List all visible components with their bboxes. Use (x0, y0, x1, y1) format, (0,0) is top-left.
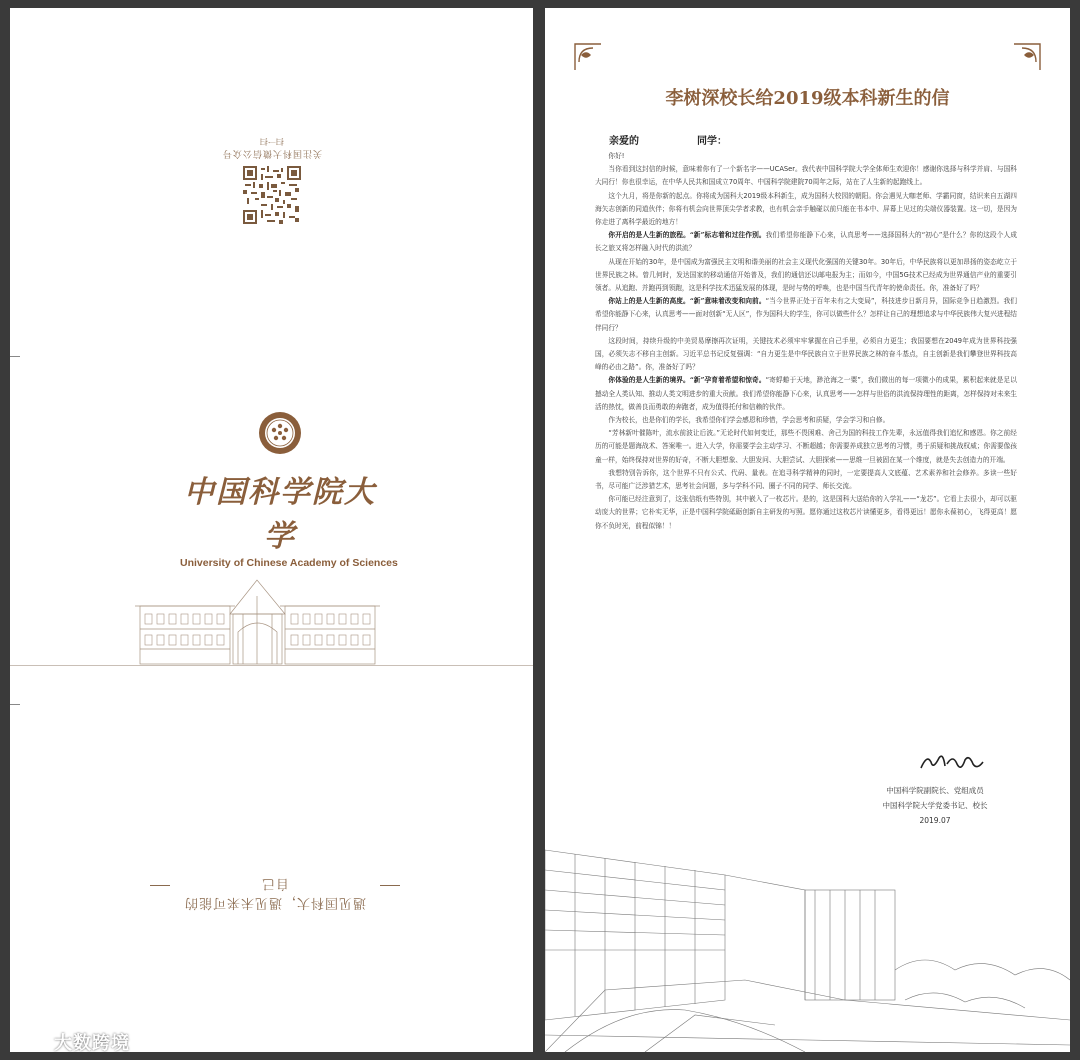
salutation (609, 132, 727, 147)
letter-paragraph: 你开启的是人生新的旅程。“新”标志着和过往作别。我们希望你能静下心来，认真思考——选择国科大的“初心”是什么？你的这段个人成长之旅又将怎样融入时代的洪流？ (595, 231, 1017, 253)
campus-building-illustration (545, 820, 1070, 1052)
university-seal-icon (258, 411, 302, 455)
motto-dash (150, 885, 170, 886)
letter-paragraph: 这段时间，持续升级的中美贸易摩擦再次证明，关键技术必须牢牢掌握在自己手里，必须自力更生；我国要想在2049年成为世界科技强国，必须矢志不移自主创新。习近平总书记反复强调：“自力更生是中华民族自立于世界民族之林的奋斗基点，自主创新是我们攀登世界科技高峰的必由之路”。你，准备好了吗？ (595, 336, 1017, 372)
logo-chinese-name: 中国科学院大学 (184, 475, 376, 554)
letter-paragraph: 我想特别告诉你，这个世界不只有公式、代码、量表。在追寻科学精神的同时，一定要提高人文底蕴、艺术素养和社会修养。多读一些好书，尽可能广泛涉猎艺术，思考社会问题，多与学科不同、圈子不同的同学、师长交流。 (595, 468, 1017, 491)
letter-paragraph: 当你看到这封信的时候，意味着你有了一个新名字——UCASer。我代表中国科学院大学全体师生欢迎你！感谢你选择与科学并肩、与国科大同行！你也很幸运，在中华人民共和国成立70周年、中国科学院建院70周年之际，站在了人生新的起跑线上。 (595, 165, 1017, 187)
watermark-logo-icon (12, 1032, 50, 1052)
letter-paragraph: 这个九月，将是你新的起点。你将成为国科大2019级本科新生，成为国科大校园的朝阳。你会遇见大咖老师、学霸同窗，结识来自五湖四海矢志创新的同道伙伴；你将有机会向世界顶尖学者求教，也有机会亲手触碰以前只能在书本中、屏幕上见过的尖端仪器装置。这一切，是因为你走进了离科学最近的地方！ (595, 191, 1017, 227)
motto-text: 遇见国科大，遇见未来可能的自己 (184, 876, 367, 910)
letter-paragraph: 你体验的是人生新的境界。“新”孕育着希望和惊奇。“寄蜉蝣于天地，渺沧海之一粟”，我们微出的每一项微小的成果，累积起来就是足以撼动全人类认知、推动人类文明进步的重大贡献。我们希望你能静下心来，认真思考——怎样与世俗的洪流保持理性的距离，怎样保持对未来生活的热忱，做善良而勇敢的奔跑者，成为值得托付和信赖的伙伴。 (595, 376, 1017, 411)
corner-ornament-icon (1012, 42, 1042, 72)
letter-body (595, 150, 1017, 533)
qr-caption-scan: 扫一扫 (260, 137, 284, 146)
fold-mark (10, 356, 20, 357)
letter-paragraph: “芳林新叶催陈叶，流水前波让后波。”无论时代如何变迁，那些不畏困难、舍己为国的科技工作先辈，永远值得我们追忆和感恩。你之前经历的可能是题海战术、答案唯一。进入大学，你需要学会主动学习、不断超越；你需要养成独立思考的习惯，勇于质疑和挑战权威；你需要像孩童一样，始终保持对世界的好奇，不断大胆想象、大胆发问、大胆尝试、大胆探索——思维一旦被固在某一个维度，就是失去创造力的开端。 (595, 429, 1017, 464)
qr-caption: 关注国科大微信公众号 (222, 148, 323, 158)
corner-ornament-icon (573, 42, 603, 72)
letter-paragraph: 你可能已经注意到了，这张信纸有些特别，其中嵌入了一枚芯片。是的，这是国科大送给你的入学礼——“龙芯”。它看上去很小，却可以驱动庞大的世界；它朴实无华，正是中国科学院砥砺创新自主研发的写照。愿你通过这枚芯片读懂更多，看得更远！愿你永葆初心，飞得更高！愿你不负时光，前程似锦！！ (595, 495, 1017, 530)
handwritten-signature (917, 750, 987, 776)
motto-row (150, 876, 400, 910)
cover-sheet (10, 8, 533, 1052)
letter-paragraph: 从现在开始的30年，是中国成为富强民主文明和谐美丽的社会主义现代化强国的关键30年。30年后，中华民族将以更加昂扬的姿态屹立于世界民族之林。曾几何时，发达国家的移动通信开始普及，我们的通信还以邮电报为主；而如今，中国5G技术已经成为世界通信产业的重要引领者。从追跑、并跑再到领跑，这是科学技术迅猛发展的体现，是时与势的呼唤，也是中国当代青年的使命责任。你，准备好了吗？ (595, 257, 1017, 293)
logo-english-name: University of Chinese Academy of Sciences (180, 557, 398, 569)
fold-mark (10, 704, 20, 705)
watermark-text: 大数跨境 (54, 1033, 130, 1054)
letter-sheet (545, 8, 1070, 1052)
signoff-title: 中国科学院副院长、党组成员 (886, 786, 984, 795)
qr-code-icon (243, 166, 301, 224)
opening-line: 你好! (608, 152, 625, 160)
university-building-illustration (135, 574, 380, 666)
letter-title: 李树深校长给2019级本科新生的信 (665, 88, 950, 109)
motto-dash (380, 885, 400, 886)
signoff-date: 2019.07 (919, 816, 951, 825)
signoff-title: 中国科学院大学党委书记、校长 (882, 801, 988, 810)
letter-paragraph: 作为校长，也是你们的学长，我希望你们学会感恩和珍惜，学会思考和质疑，学会学习和自修。 (608, 416, 890, 425)
watermark (12, 1030, 130, 1054)
salutation-left: 亲爱的 (609, 136, 639, 147)
letter-paragraph: 你站上的是人生新的高度。“新”意味着改变和向前。“当今世界正处于百年未有之大变局”，科技进步日新月异，国际竞争日趋激烈。我们希望你能静下心来，认真思考——面对创新“无人区”，作为国科大的学生，你可以做些什么？怎样让自己的理想追求与中华民族伟大复兴进程结伴同行？ (595, 297, 1017, 332)
ground-line (10, 665, 533, 666)
university-logo (180, 411, 398, 569)
salutation-right: 同学： (697, 136, 727, 147)
